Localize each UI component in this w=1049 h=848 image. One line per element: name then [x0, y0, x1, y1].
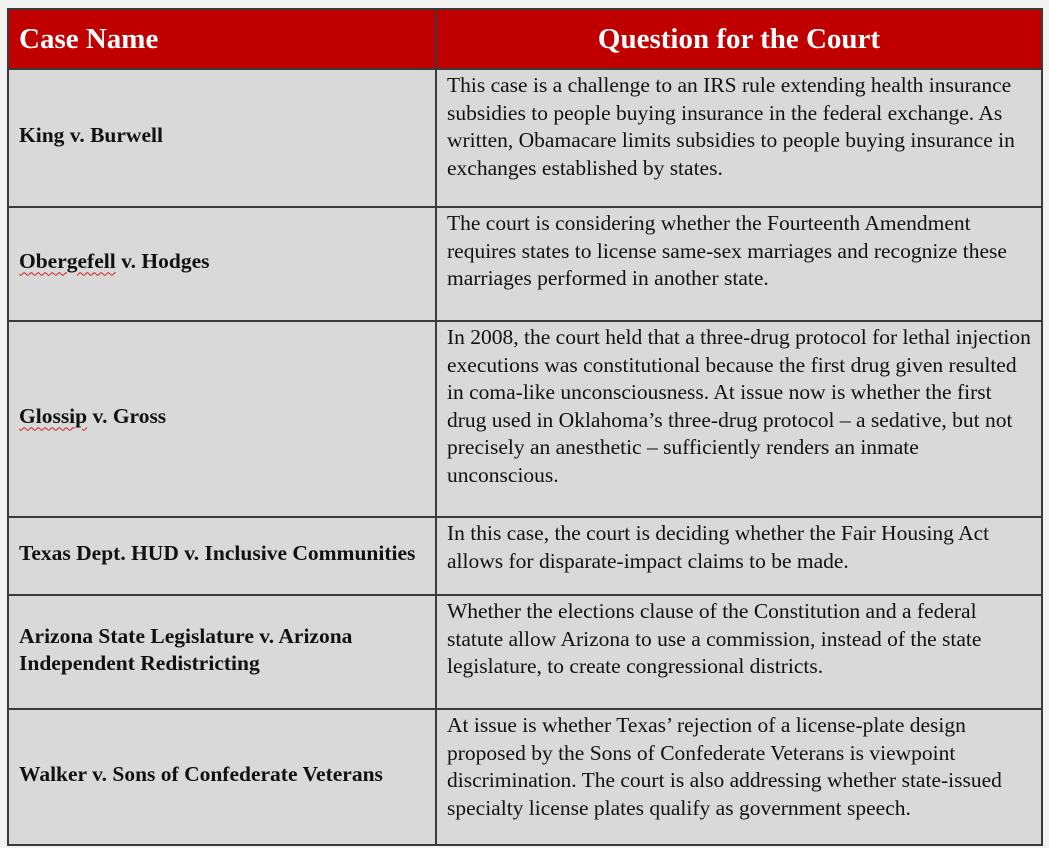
- case-name-text: v. Hodges: [115, 249, 210, 274]
- table-row: [8, 321, 1042, 517]
- question-cell: In 2008, the court held that a three-drug protocol for lethal injection executions was constitutional because the first drug given resulted in coma-like unconsciousness. At issue now is whether the first drug used in Oklahoma’s three-drug protocol – a sedative, but not precisely an anesthetic – sufficiently renders an inmate unconscious.: [436, 321, 1042, 517]
- table-row: [8, 517, 1042, 595]
- spellcheck-word: Obergefell: [19, 249, 116, 274]
- question-cell: At issue is whether Texas’ rejection of a license-plate design proposed by the Sons of Confederate Veterans is viewpoint discrimination. The court is also addressing whether state-issued specialty license plates qualify as government speech.: [436, 709, 1042, 845]
- question-cell: This case is a challenge to an IRS rule extending health insurance subsidies to people buying insurance in the federal exchange. As written, Obamacare limits subsidies to people buying insurance in exchanges established by states.: [436, 69, 1042, 207]
- case-name-cell: [8, 517, 436, 595]
- case-name-text: King v. Burwell: [19, 123, 163, 148]
- case-name-text: Texas Dept. HUD v. Inclusive Communities: [19, 541, 416, 566]
- case-name-text: Walker v. Sons of Confederate Veterans: [19, 762, 383, 787]
- case-name-cell: [8, 321, 436, 517]
- question-cell: The court is considering whether the Fourteenth Amendment requires states to license same-sex marriages and recognize these marriages performed in another state.: [436, 207, 1042, 321]
- document-area: [7, 8, 1041, 846]
- case-name-cell: [8, 69, 436, 207]
- header-case-name: Case Name: [8, 9, 436, 69]
- table-row: [8, 69, 1042, 207]
- question-cell: In this case, the court is deciding whether the Fair Housing Act allows for disparate-impact claims to be made.: [436, 517, 1042, 595]
- case-name-text: Arizona State Legislature v. Arizona Independent Redistricting: [19, 623, 353, 675]
- case-name-cell: [8, 595, 436, 709]
- header-question: Question for the Court: [436, 9, 1042, 69]
- question-cell: Whether the elections clause of the Constitution and a federal statute allow Arizona to use a commission, instead of the state legislature, to create congressional districts.: [436, 595, 1042, 709]
- case-name-cell: [8, 709, 436, 845]
- table-row: [8, 207, 1042, 321]
- table-row: [8, 595, 1042, 709]
- case-name-text: v. Gross: [87, 404, 167, 429]
- spellcheck-word: Glossip: [19, 404, 88, 429]
- supreme-court-cases-table: [7, 8, 1043, 846]
- case-name-cell: [8, 207, 436, 321]
- table-header-row: [8, 9, 1042, 69]
- table-row: [8, 709, 1042, 845]
